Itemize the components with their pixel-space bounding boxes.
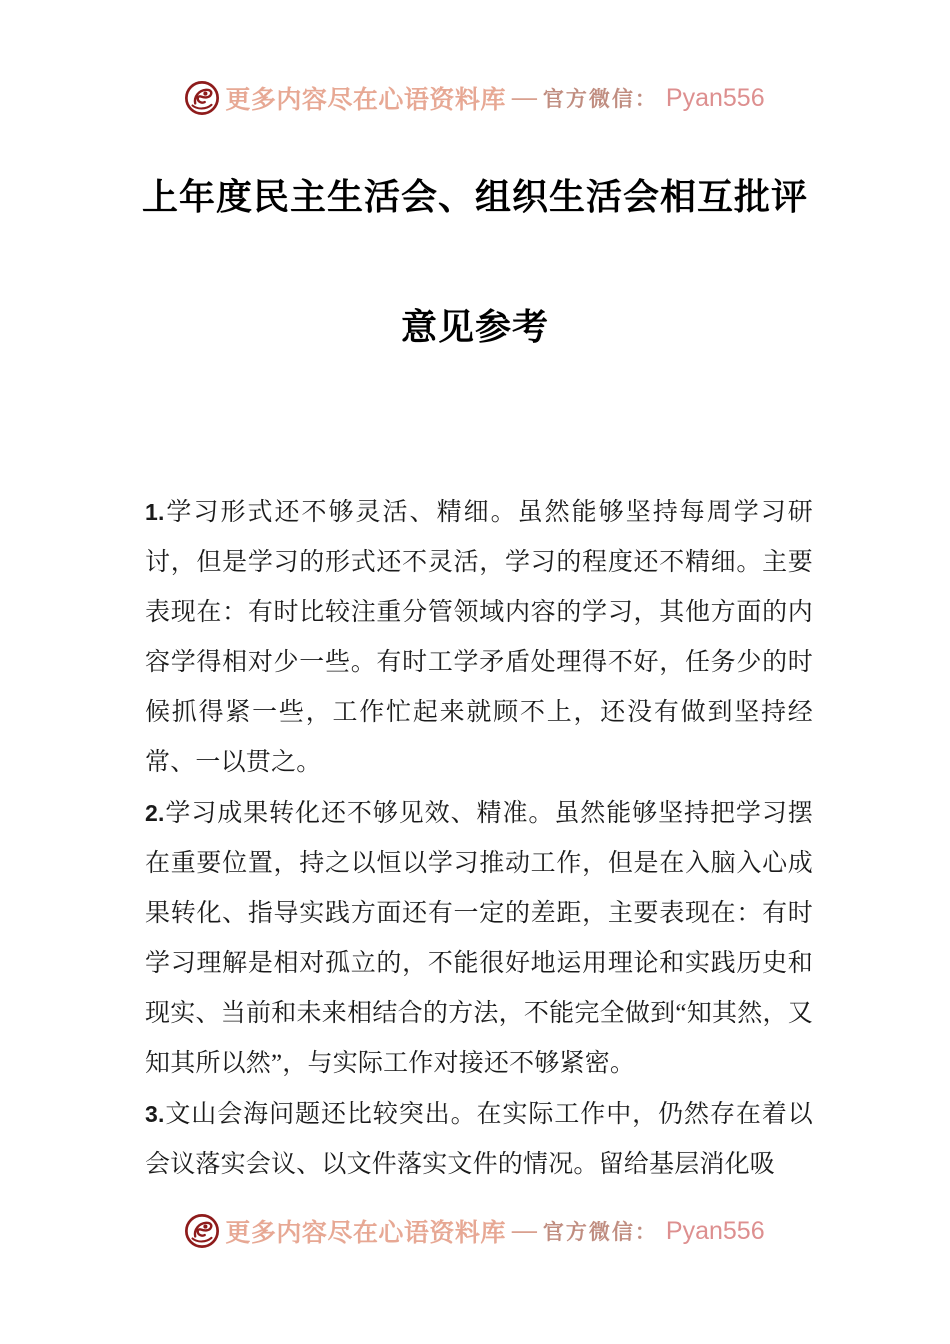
watermark-dash: —	[511, 1217, 537, 1244]
circular-emblem-logo-icon	[185, 1214, 219, 1248]
watermark-dash: —	[511, 84, 537, 111]
paragraph-number-2: 2.	[145, 800, 165, 826]
paragraph-text-1: 学习形式还不够灵活、精细。虽然能够坚持每周学习研讨，但是学习的形式还不灵活，学习的程度还不精细。主要表现在：有时比较注重分管领域内容的学习，其他方面的内容学得相对少一些。有时工学矛盾处理得不好，任务少的时候抓得紧一些，工作忙起来就顾不上，还没有做到坚持经常、一以贯之。	[145, 499, 813, 776]
watermark-bottom	[0, 1213, 950, 1249]
paragraph-number-3: 3.	[145, 1101, 165, 1127]
document-title	[0, 166, 950, 358]
watermark-wechat-id: Pyan556	[665, 83, 765, 112]
body-paragraph-3	[145, 1089, 813, 1190]
watermark-wechat-id: Pyan556	[665, 1216, 765, 1245]
title-line-1: 上年度民主生活会、组织生活会相互批评	[141, 177, 808, 217]
watermark-site-name: 更多内容尽在心语资料库	[225, 1220, 506, 1247]
paragraph-number-1: 1.	[145, 499, 165, 525]
paragraph-text-3: 文山会海问题还比较突出。在实际工作中，仍然存在着以会议落实会议、以文件落实文件的情况。留给基层消化吸	[145, 1101, 813, 1178]
document-body	[145, 487, 813, 1190]
watermark-wechat-label: 官方微信：	[542, 87, 658, 111]
watermark-top	[0, 80, 950, 116]
watermark-wechat-label: 官方微信：	[542, 1220, 658, 1244]
title-line-2: 意见参考	[400, 307, 549, 347]
body-paragraph-1	[145, 487, 813, 788]
body-paragraph-2	[145, 788, 813, 1089]
watermark-site-name: 更多内容尽在心语资料库	[225, 87, 506, 114]
circular-emblem-logo-icon	[185, 81, 219, 115]
paragraph-text-2: 学习成果转化还不够见效、精准。虽然能够坚持把学习摆在重要位置，持之以恒以学习推动工作，但是在入脑入心成果转化、指导实践方面还有一定的差距，主要表现在：有时学习理解是相对孤立的，不能很好地运用理论和实践历史和现实、当前和未来相结合的方法，不能完全做到“知其然，又知其所以然”，与实际工作对接还不够紧密。	[145, 800, 813, 1077]
